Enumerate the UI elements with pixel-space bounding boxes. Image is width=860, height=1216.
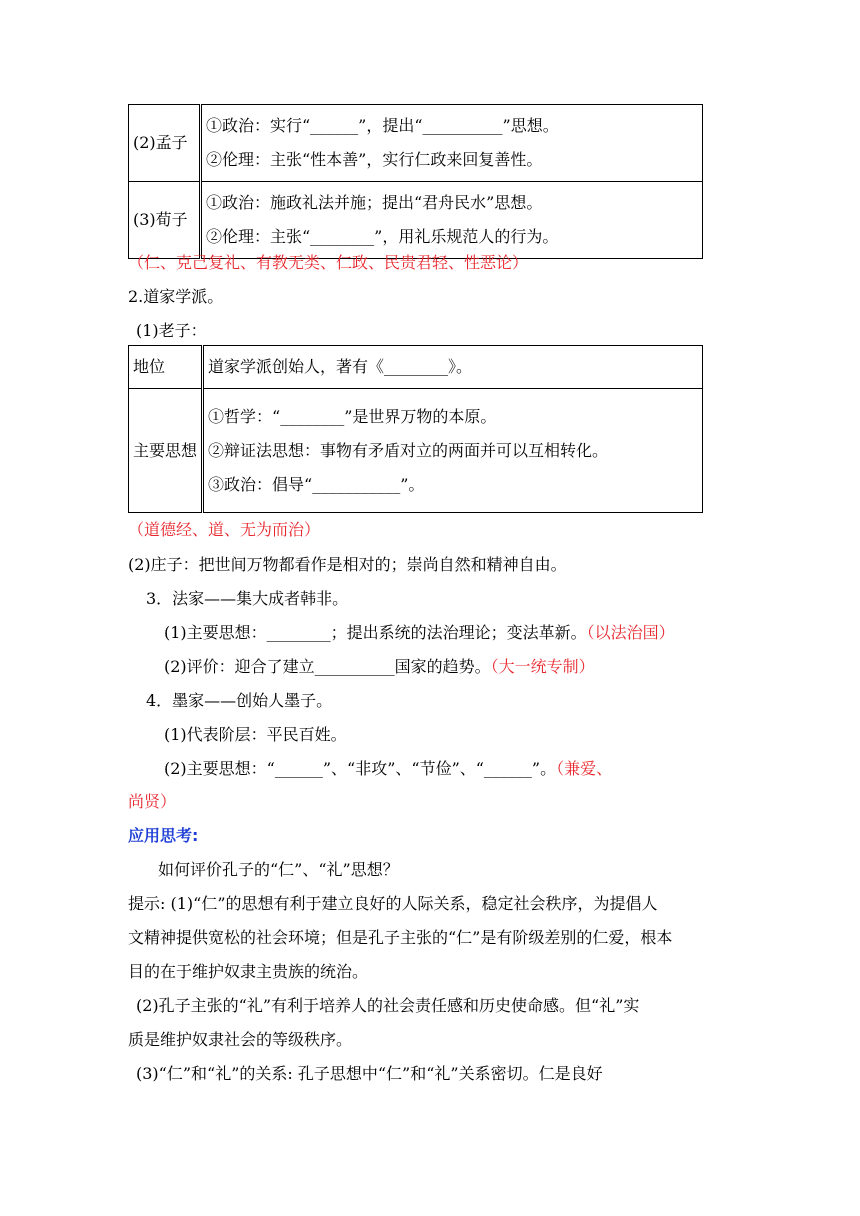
- fa-point-1: (1)主要思想：________；提出系统的法治理论；变法革新。: [164, 623, 587, 642]
- paragraph: [164, 623, 675, 643]
- laozi-table: [128, 345, 703, 513]
- mo-answer-a: （兼爱、: [556, 759, 613, 778]
- table-row: [129, 389, 703, 513]
- mo-answer-b: 尚贤）: [128, 792, 177, 811]
- mo-point-2: (2)主要思想：“______”、“非攻”、“节俭”、“______”。: [164, 759, 557, 778]
- paragraph: 目的在于维护奴隶主贵族的统治。: [128, 962, 369, 981]
- table-row: [129, 346, 703, 389]
- subsection-title: (1)老子：: [136, 321, 207, 340]
- paragraph: 提示: (1)“仁”的思想有利于建立良好的人际关系，稳定社会秩序，为提倡人: [128, 894, 658, 913]
- row-line: ①政治：施政礼法并施；提出“君舟民水”思想。: [206, 193, 543, 212]
- paragraph: 文精神提供宽松的社会环境；但是孔子主张的“仁”是有阶级差别的仁爱，根本: [128, 928, 673, 947]
- paragraph: (2)庄子：把世间万物都看作是相对的；崇尚自然和精神自由。: [128, 555, 567, 574]
- row-line: ②辩证法思想：事物有矛盾对立的两面并可以互相转化。: [208, 440, 609, 460]
- paragraph: (3)“仁”和“礼”的关系: 孔子思想中“仁”和“礼”关系密切。仁是良好: [136, 1064, 603, 1083]
- section-title: 4．墨家——创始人墨子。: [146, 691, 333, 710]
- answer-line-1: （仁、克己复礼、有教无类、仁政、民贵君轻、性恶论）: [128, 253, 529, 272]
- apply-title: 应用思考:: [128, 826, 199, 845]
- row-line: ③政治：倡导“___________”。: [208, 474, 425, 494]
- section-title: 3．法家——集大成者韩非。: [146, 589, 349, 608]
- row-line: 道家学派创始人，著有《________》。: [208, 357, 473, 376]
- row-label: 地位: [129, 346, 203, 389]
- row-label: (2)孟子: [129, 105, 201, 182]
- paragraph: (1)代表阶层：平民百姓。: [164, 725, 347, 744]
- fa-answer-1: （以法治国）: [586, 623, 675, 642]
- fa-answer-2: （大一统专制）: [490, 657, 595, 676]
- row-line: ①哲学：“________”是世界万物的本原。: [208, 406, 497, 426]
- section-title: 2.道家学派。: [128, 287, 224, 306]
- row-label: (3)荀子: [129, 182, 201, 259]
- row-line: ①政治：实行“______”，提出“__________”思想。: [206, 116, 559, 135]
- row-label: 主要思想: [129, 389, 203, 513]
- philosophers-table: [128, 104, 703, 259]
- question: 如何评价孔子的“仁”、“礼”思想？: [158, 860, 399, 879]
- paragraph: 质是维护奴隶社会的等级秩序。: [128, 1030, 353, 1049]
- paragraph: [164, 759, 612, 779]
- table-row: [129, 105, 703, 182]
- fa-point-2: (2)评价：迎合了建立__________国家的趋势。: [164, 657, 491, 676]
- row-line: ②伦理：主张“性本善”，实行仁政来回复善性。: [206, 150, 543, 169]
- paragraph: [164, 657, 595, 677]
- table-row: [129, 182, 703, 259]
- paragraph: (2)孔子主张的“礼”有利于培养人的社会责任感和历史使命感。但“礼”实: [136, 996, 640, 1015]
- answer-line-2: （道德经、道、无为而治）: [128, 520, 321, 539]
- row-line: ②伦理：主张“________”，用礼乐规范人的行为。: [206, 227, 559, 246]
